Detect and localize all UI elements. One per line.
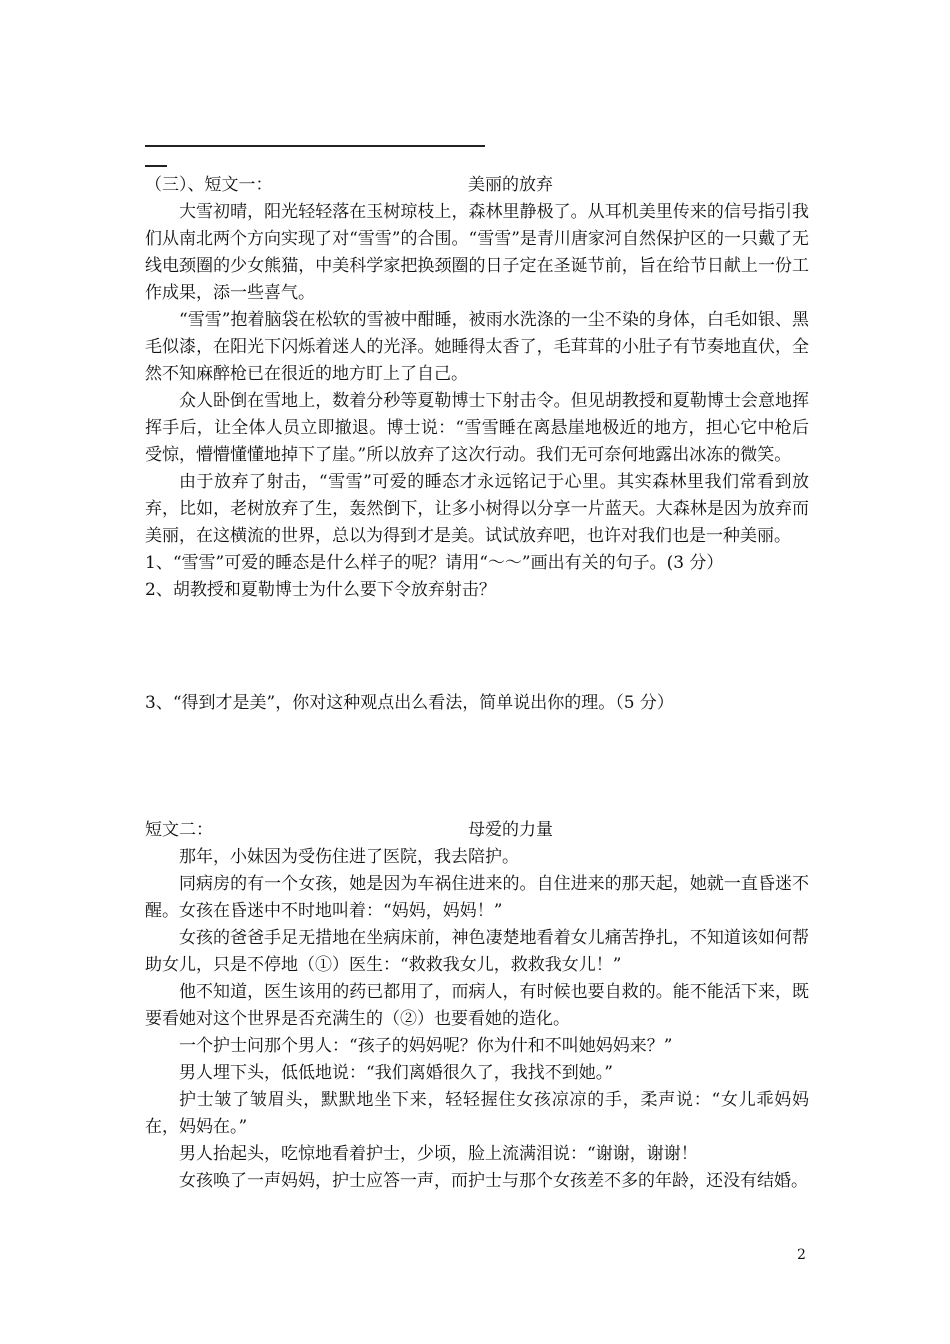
section2-paragraph: 女孩唤了一声妈妈，护士应答一声，而护士与那个女孩差不多的年龄，还没有结婚。 bbox=[179, 1171, 808, 1191]
section2-paragraph: 女孩的爸爸手足无措地在坐病床前，神色凄楚地看着女儿痛苦挣扎，不知道该如何帮助女儿，只是不停地（①）医生：“救救我女儿，救救我女儿！” bbox=[145, 928, 809, 975]
section2-paragraph: 一个护士问那个男人：“孩子的妈妈呢？你为什和不叫她妈妈来？” bbox=[179, 1036, 673, 1056]
answer-space bbox=[145, 717, 809, 817]
question-1: 1、“雪雪”可爱的睡态是什么样子的呢？请用“～～”画出有关的句子。(3 分） bbox=[145, 553, 724, 573]
section2-paragraph: 他不知道，医生该用的药已都用了，而病人，有时候也要自救的。能不能活下来，既要看她对这个世界是否充满生的（②）也要看她的造化。 bbox=[145, 982, 809, 1029]
section2-paragraph: 同病房的有一个女孩，她是因为车祸住进来的。自住进来的那天起，她就一直昏迷不醒。女孩在昏迷中不时地叫着：“妈妈，妈妈！” bbox=[145, 874, 809, 921]
section1-paragraph: 由于放弃了射击，“雪雪”可爱的睡态才永远铭记于心里。其实森林里我们常看到放弃，比如，老树放弃了生，轰然倒下，让多小树得以分享一片蓝天。大森林是因为放弃而美丽，在这横流的世界，总以为得到才是美。试试放弃吧，也许对我们也是一种美丽。 bbox=[145, 472, 809, 546]
section1-label: （三）、短文一： bbox=[145, 175, 273, 195]
section1-paragraph: “雪雪”抱着脑袋在松软的雪被中酣睡，被雨水洗涤的一尘不染的身体，白毛如银、黑毛似漆，在阳光下闪烁着迷人的光泽。她睡得太香了，毛茸茸的小肚子有节奏地直伏，全然不知麻醉枪已在很近的地方盯上了自己。 bbox=[145, 310, 809, 384]
section1-paragraph: 大雪初晴，阳光轻轻落在玉树琼枝上，森林里静极了。从耳机美里传来的信号指引我们从南北两个方向实现了对“雪雪”的合围。“雪雪”是青川唐家河自然保护区的一只戴了无线电颈圈的少女熊猫，中美科学家把换颈圈的日子定在圣诞节前，旨在给节日献上一份工作成果，添一些喜气。 bbox=[145, 202, 809, 303]
section2-paragraph: 那年，小妹因为受伤住进了医院，我去陪护。 bbox=[179, 847, 519, 867]
answer-space bbox=[145, 604, 809, 690]
short-rule bbox=[145, 165, 167, 167]
page-number: 2 bbox=[797, 1247, 806, 1263]
section2-paragraph: 男人抬起头，吃惊地看着护士，少顷，脸上流满泪说：“谢谢，谢谢！ bbox=[179, 1144, 698, 1164]
question-2: 2、胡教授和夏勒博士为什么要下令放弃射击？ bbox=[145, 580, 496, 600]
section2-label: 短文二： bbox=[145, 820, 213, 840]
section2-title: 母爱的力量 bbox=[468, 820, 553, 840]
section1-paragraph: 众人卧倒在雪地上，数着分秒等夏勒博士下射击令。但见胡教授和夏勒博士会意地挥挥手后，让全体人员立即撤退。博士说：“雪雪睡在离悬崖地极近的地方，担心它中枪后受惊，懵懵懂懂地掉下了崖。”所以放弃了这次行动。我们无可奈何地露出冰冻的微笑。 bbox=[145, 391, 809, 465]
question-3: 3、“得到才是美”，你对这种观点出么看法，简单说出你的理。（5 分） bbox=[145, 693, 674, 713]
section1-header bbox=[145, 172, 809, 199]
section2-header bbox=[145, 817, 809, 844]
section2-paragraph: 护士皱了皱眉头，默默地坐下来，轻轻握住女孩凉凉的手，柔声说：“女儿乖妈妈在，妈妈在。” bbox=[145, 1090, 809, 1137]
section2-paragraph: 男人埋下头，低低地说：“我们离婚很久了，我找不到她。” bbox=[179, 1063, 613, 1083]
document-body bbox=[145, 172, 809, 1195]
section1-title: 美丽的放弃 bbox=[468, 175, 553, 195]
top-rule bbox=[145, 145, 485, 147]
